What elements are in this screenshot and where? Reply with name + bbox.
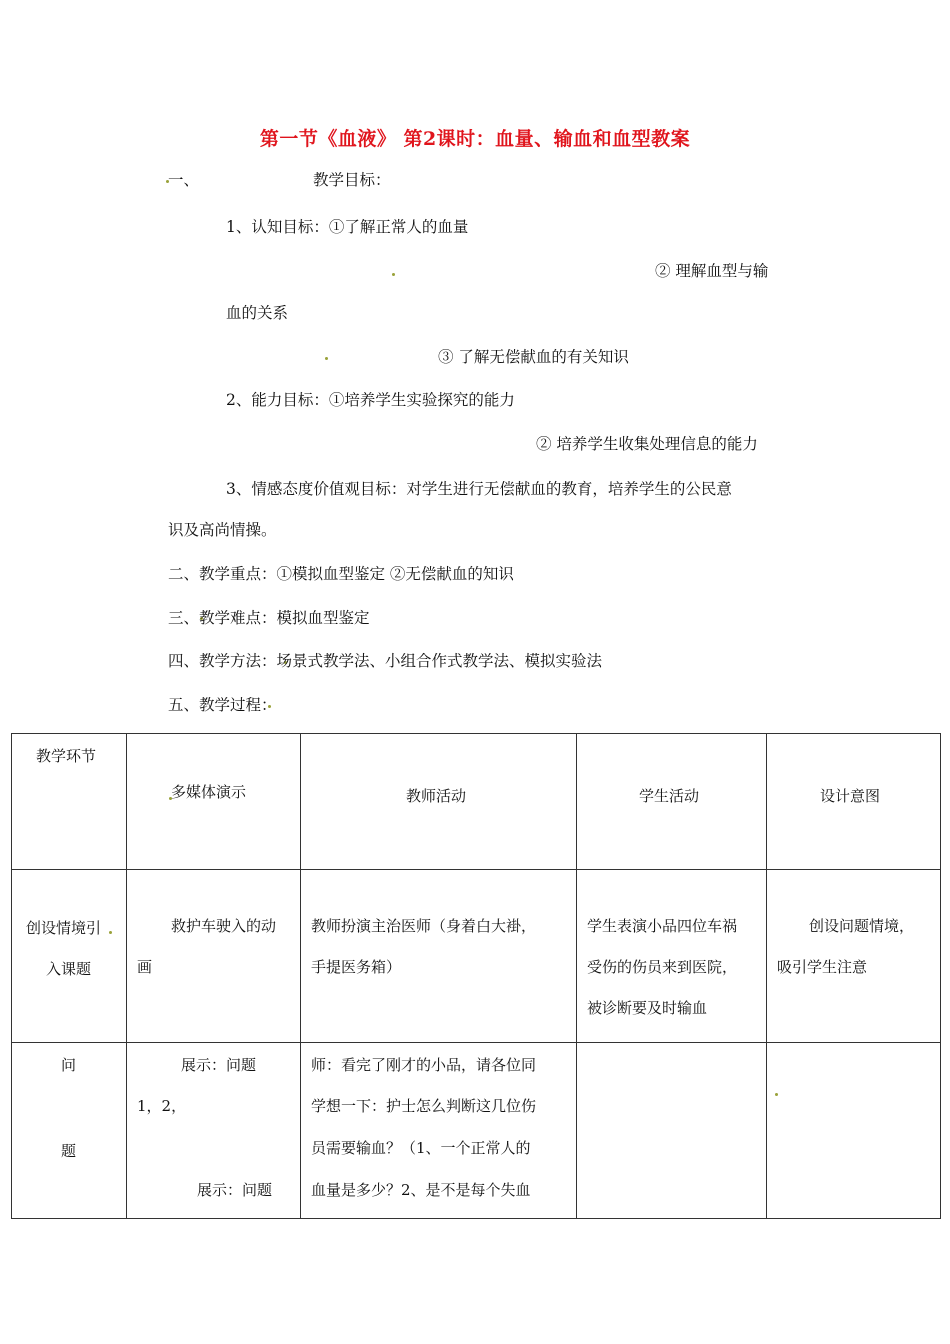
accent-dot [392,273,395,276]
row2-multimedia-b: 1，2， [137,1097,187,1115]
row2-intent-cell [767,1043,941,1219]
row2-multimedia-c: 展示：问题 [197,1181,273,1199]
row2-stage-b: 题 [61,1142,77,1160]
ability-objective-2: ② 培养学生收集处理信息的能力 [536,435,758,453]
row1-stage-cell [12,870,127,1043]
table-header-row [12,734,941,870]
accent-dot [325,357,328,360]
key-points: 二、教学重点：①模拟血型鉴定 ②无偿献血的知识 [168,565,514,583]
cognitive-objective-2a: ② 理解血型与输 [655,262,769,280]
ability-objective-1 [226,388,515,410]
difficulties: 三、教学难点：模拟血型鉴定 [168,609,370,627]
row1-teacher-b: 手提医务箱） [311,958,402,976]
row1-student-cell [577,870,767,1043]
emotion-objective-b: 识及高尚情操。 [168,521,277,539]
ability-label: 2、能力目标： [226,391,329,409]
header-multimedia: 多媒体演示 [171,783,247,801]
row2-stage-cell [12,1043,127,1219]
row2-multimedia-cell [127,1043,301,1219]
header-stage-cell [12,734,127,870]
accent-dot [775,1093,778,1096]
emotion-objective-a: 3、情感态度价值观目标：对学生进行无偿献血的教育，培养学生的公民意 [226,480,732,498]
table-row [12,1043,941,1219]
row1-student-a: 学生表演小品四位车祸 [587,917,738,935]
row2-teacher-c: 员需要输血？（1、一个正常人的 [311,1139,531,1157]
row2-teacher-a: 师：看完了刚才的小品，请各位同 [311,1056,537,1074]
row1-stage-a: 创设情境引 [26,919,102,937]
row1-multimedia-cell [127,870,301,1043]
header-intent-cell [767,734,941,870]
header-student: 学生活动 [639,787,700,805]
header-teacher: 教师活动 [406,787,467,805]
row1-teacher-cell [301,870,577,1043]
process-table [11,733,941,1219]
row1-multimedia-b: 画 [137,958,153,976]
row2-multimedia-a: 展示：问题 [181,1056,257,1074]
objectives-heading: 教学目标： [313,171,391,189]
row2-teacher-b: 学想一下：护士怎么判断这几位伤 [311,1097,537,1115]
header-teacher-cell [301,734,577,870]
header-multimedia-cell [127,734,301,870]
cognitive-label: 1、认知目标： [226,218,329,236]
row1-student-c: 被诊断要及时输血 [587,999,708,1017]
header-stage: 教学环节 [36,747,97,765]
cognitive-objective-3: ③ 了解无偿献血的有关知识 [438,348,629,366]
process-heading: 五、教学过程： [168,696,277,714]
row2-teacher-cell [301,1043,577,1219]
accent-dot [109,931,112,934]
cognitive-item-1: ①了解正常人的血量 [328,218,469,236]
row1-stage-b: 入课题 [46,960,92,978]
row2-teacher-d: 血量是多少？2、是不是每个失血 [311,1181,531,1199]
cognitive-objective-2b: 血的关系 [226,304,289,322]
objectives-heading-number: 一、 [168,171,200,189]
row1-intent-b: 吸引学生注意 [777,958,868,976]
row1-intent-cell [767,870,941,1043]
document-title: 第一节《血液》 第2课时：血量、输血和血型教案 [259,128,691,150]
header-intent: 设计意图 [820,787,881,805]
methods: 四、教学方法：场景式教学法、小组合作式教学法、模拟实验法 [168,652,603,670]
table-row [12,870,941,1043]
cognitive-objective-1 [226,215,468,237]
row1-teacher-a: 教师扮演主治医师（身着白大褂， [311,917,537,935]
row2-stage-a: 问 [61,1056,77,1074]
ability-item-1: ①培养学生实验探究的能力 [328,391,515,409]
header-student-cell [577,734,767,870]
row1-intent-a: 创设问题情境， [809,917,915,935]
row1-student-b: 受伤的伤员来到医院， [587,958,738,976]
row2-student-cell [577,1043,767,1219]
row1-multimedia-a: 救护车驶入的动 [171,917,277,935]
